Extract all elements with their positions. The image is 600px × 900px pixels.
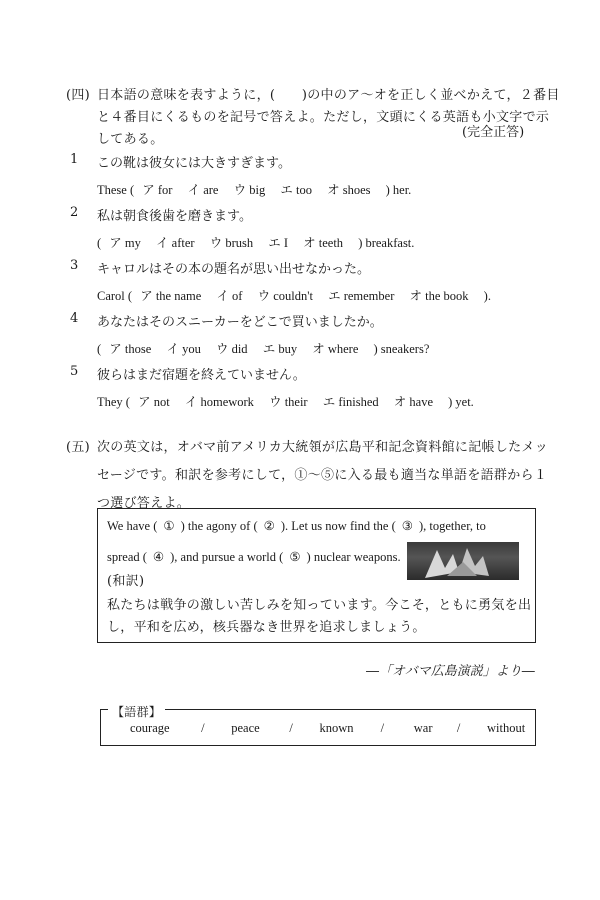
word-bank-list — [130, 721, 525, 736]
translation-line: し，平和を広め，核兵器なき世界を追求しましょう。 — [107, 620, 426, 635]
section5-intro — [97, 434, 549, 518]
source-citation: ―「オバマ広島演説」より― — [366, 664, 535, 679]
question-japanese: キャロルはその本の題名が思い出せなかった。 — [97, 262, 371, 277]
message-text: ) the agony of ( — [180, 519, 258, 533]
translation-line: 私たちは戦争の激しい苦しみを知っています。今こそ，ともに勇気を出 — [107, 598, 532, 613]
message-text: spread ( — [107, 550, 147, 564]
blank-3: ③ — [401, 519, 413, 533]
paper-crane-icon — [407, 542, 519, 580]
message-text: ). Let us now find the ( — [280, 519, 396, 533]
section4-label: (四) — [66, 88, 91, 103]
question-japanese: 彼らはまだ宿題を終えていません。 — [97, 368, 306, 383]
section4-intro-line: してある。 — [97, 132, 164, 147]
word-bank-title: 【語群】 — [110, 701, 163, 723]
section5-intro-line: セージです。和訳を参考にして，①～⑤に入る最も適当な単語を語群から１ — [97, 468, 548, 483]
question-number: 3 — [70, 258, 79, 273]
question-number: 4 — [70, 311, 79, 326]
perfect-answer-note: (完全正答) — [462, 125, 525, 140]
sentence-end: ) sneakers? — [373, 342, 430, 356]
message-line-2 — [107, 549, 401, 565]
sentence-start: Carol ( — [97, 289, 133, 303]
section5-intro-line: 次の英文は，オバマ前アメリカ大統領が広島平和記念資料館に記帳したメッ — [97, 440, 549, 455]
question-japanese: あなたはそのスニーカーをどこで買いましたか。 — [97, 315, 383, 330]
option: オ teeth — [303, 236, 344, 250]
sentence-start: They ( — [97, 395, 130, 409]
option: イ homework — [184, 395, 254, 409]
message-text: ) nuclear weapons. — [306, 550, 401, 564]
word-bank-separator: / — [380, 721, 385, 735]
question-english — [97, 180, 411, 198]
message-box — [97, 508, 536, 643]
option: ア those — [109, 342, 152, 356]
option: エ I — [268, 236, 289, 250]
section4-intro — [97, 85, 560, 151]
option: ウ did — [215, 342, 248, 356]
sentence-start: ( — [97, 236, 102, 250]
option: オ shoes — [327, 183, 371, 197]
question-japanese: この靴は彼女には大きすぎます。 — [97, 156, 291, 171]
word-bank-item: peace — [231, 721, 260, 735]
option: イ you — [166, 342, 201, 356]
message-line-1 — [107, 518, 486, 534]
sentence-end: ). — [483, 289, 491, 303]
sentence-end: ) her. — [385, 183, 412, 197]
blank-1: ① — [163, 519, 175, 533]
sentence-start: ( — [97, 342, 102, 356]
option: イ of — [216, 289, 243, 303]
option: ア for — [142, 183, 173, 197]
option: ウ brush — [209, 236, 254, 250]
section4-intro-line: 日本語の意味を表すように，( )の中のア～オを正しく並べかえて，２番目 — [97, 88, 560, 103]
word-bank-item: without — [487, 721, 526, 735]
option: イ after — [156, 236, 195, 250]
section4-intro-line: と４番目にくるものを記号で答えよ。ただし，文頭にくる英語も小文字で示 — [97, 110, 550, 125]
question-english — [97, 339, 429, 357]
option: オ the book — [409, 289, 469, 303]
option: ア the name — [140, 289, 202, 303]
word-bank-item: courage — [130, 721, 170, 735]
sentence-start: These ( — [97, 183, 135, 197]
option: エ remember — [328, 289, 395, 303]
option: エ buy — [262, 342, 298, 356]
question-number: 5 — [70, 364, 79, 379]
option: オ where — [312, 342, 359, 356]
word-bank-separator: / — [456, 721, 461, 735]
sentence-end: ) breakfast. — [358, 236, 415, 250]
option: イ are — [187, 183, 219, 197]
question-english — [97, 286, 491, 304]
option: ア not — [138, 395, 170, 409]
question-number: 1 — [70, 152, 79, 167]
message-text: ), and pursue a world ( — [170, 550, 284, 564]
word-bank-separator: / — [201, 721, 205, 735]
blank-2: ② — [263, 519, 275, 533]
option: ウ their — [269, 395, 308, 409]
message-text: We have ( — [107, 519, 158, 533]
option: ウ couldn't — [257, 289, 313, 303]
section5-label: (五) — [66, 440, 91, 455]
question-english — [97, 233, 414, 251]
question-number: 2 — [70, 205, 79, 220]
section5-intro-line: つ選び答えよ。 — [97, 496, 191, 511]
word-bank-item: war — [413, 721, 433, 735]
word-bank-item: known — [319, 721, 354, 735]
blank-5: ⑤ — [289, 550, 301, 564]
word-bank-separator: / — [289, 721, 293, 735]
message-text: ), together, to — [418, 519, 486, 533]
question-english — [97, 392, 474, 410]
translation-label: (和訳) — [107, 574, 145, 589]
option: ア my — [109, 236, 141, 250]
option: エ too — [280, 183, 312, 197]
option: エ finished — [322, 395, 379, 409]
option: オ have — [393, 395, 433, 409]
sentence-end: ) yet. — [448, 395, 474, 409]
question-japanese: 私は朝食後歯を磨きます。 — [97, 209, 252, 224]
paper-crane-photo — [407, 542, 519, 580]
option: ウ big — [233, 183, 266, 197]
blank-4: ④ — [152, 550, 165, 564]
